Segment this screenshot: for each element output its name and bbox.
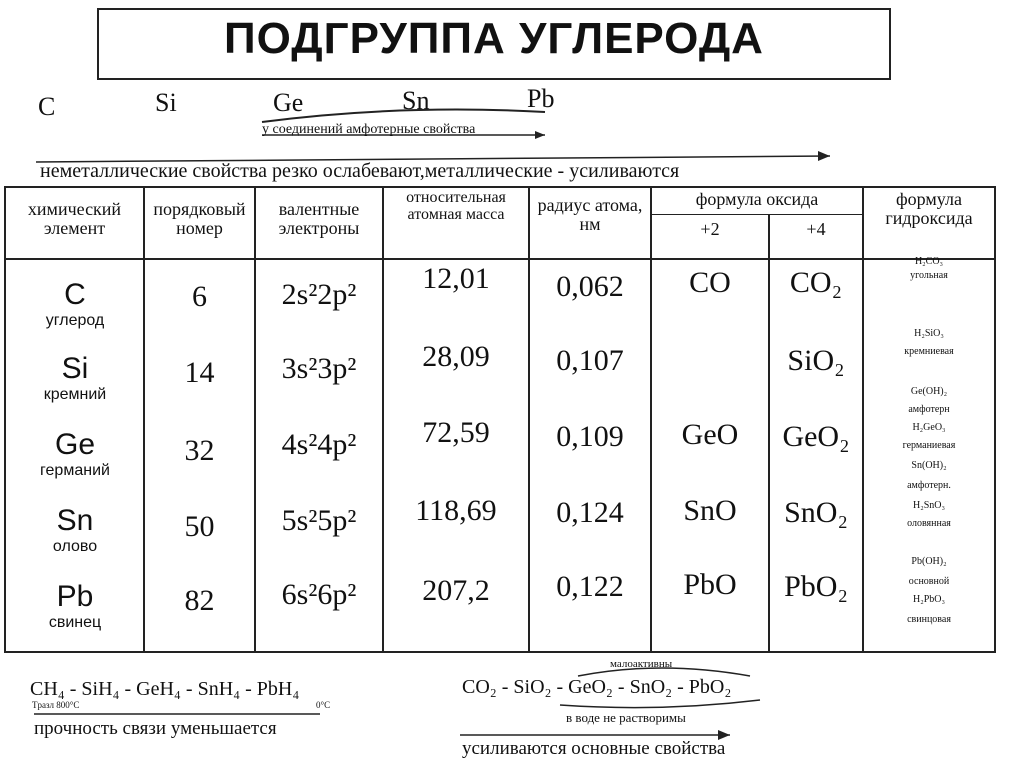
element-name: свинец bbox=[48, 614, 102, 631]
page-title: ПОДГРУППА УГЛЕРОДА bbox=[224, 14, 764, 63]
hydroxide-name: оловянная bbox=[907, 518, 951, 529]
atomic-mass: 28,09 bbox=[422, 340, 490, 373]
amphoteric-note: у соединений амфотерные свойства bbox=[262, 122, 476, 137]
series-element: C bbox=[38, 92, 56, 121]
hydroxide-name: основной bbox=[908, 576, 950, 587]
valence-electrons: 2s²2p² bbox=[281, 278, 357, 311]
trend-note: неметаллические свойства резко ослабевают,металлические - усиливаются bbox=[40, 160, 680, 182]
oxide-4: GeO₂ bbox=[782, 420, 850, 453]
element-name: кремний bbox=[43, 386, 107, 403]
hydride-left-note: Tразл 800°C bbox=[32, 700, 80, 710]
hydroxide-name: угольная bbox=[910, 270, 948, 281]
oxide-4: CO₂ bbox=[789, 266, 843, 299]
hydride-series: CH₄ - SiH₄ - GeH₄ - SnH₄ - PbH₄ bbox=[30, 678, 300, 700]
oxide-4: SiO₂ bbox=[787, 344, 845, 377]
oxide-2: PbO bbox=[683, 568, 737, 601]
oxide-2: GeO bbox=[681, 418, 739, 451]
atomic-mass: 118,69 bbox=[415, 494, 497, 527]
atomic-radius: 0,107 bbox=[556, 344, 624, 377]
hydroxide-formula: H₂PbO₃ bbox=[913, 594, 945, 605]
hydroxide-formula: H₂CO₃ bbox=[914, 256, 944, 267]
atomic-number: 14 bbox=[184, 356, 215, 389]
header-number: порядковый номер bbox=[153, 199, 246, 238]
low-activity-note: малоактивны bbox=[610, 658, 673, 670]
bond-strength-note: прочность связи уменьшается bbox=[34, 718, 277, 739]
atomic-mass: 72,59 bbox=[422, 416, 490, 449]
oxide-2: SnO bbox=[683, 494, 737, 527]
atomic-mass: 207,2 bbox=[422, 574, 490, 607]
header-valence: валентные электроны bbox=[278, 199, 360, 238]
hydroxide-name: свинцовая bbox=[907, 614, 951, 625]
atomic-radius: 0,109 bbox=[556, 420, 624, 453]
series-element: Ge bbox=[273, 88, 304, 117]
header-hydroxide: формула гидроксида bbox=[885, 189, 973, 228]
valence-electrons: 4s²4p² bbox=[281, 428, 357, 461]
header-ox2: +2 bbox=[700, 219, 720, 239]
atomic-number: 6 bbox=[192, 280, 207, 313]
atomic-radius: 0,062 bbox=[556, 270, 624, 303]
hydroxide-name: амфотерн bbox=[908, 404, 950, 415]
atomic-number: 32 bbox=[184, 434, 215, 467]
atomic-radius: 0,122 bbox=[556, 570, 624, 603]
hydroxide-name: кремниевая bbox=[904, 346, 954, 357]
element-symbol: Si bbox=[61, 352, 89, 385]
hydroxide-formula: H₂SnO₃ bbox=[913, 500, 945, 511]
element-name: германий bbox=[40, 462, 110, 479]
header-radius: радиус атома, нм bbox=[537, 195, 643, 234]
oxide-4: SnO₂ bbox=[784, 496, 848, 529]
series-element: Sn bbox=[402, 86, 430, 115]
element-symbol: Ge bbox=[54, 428, 96, 461]
hydroxide-formula: Pb(OH)₂ bbox=[911, 556, 947, 567]
element-name: углерод bbox=[45, 312, 105, 329]
atomic-radius: 0,124 bbox=[556, 496, 624, 529]
valence-electrons: 3s²3p² bbox=[281, 352, 357, 385]
header-element: химический элемент bbox=[27, 199, 122, 238]
header-oxide: формула оксида bbox=[695, 189, 819, 209]
header-ox4: +4 bbox=[806, 219, 826, 239]
header-mass: относительная атомная масса bbox=[406, 189, 506, 223]
atomic-number: 50 bbox=[184, 510, 215, 543]
series-element: Si bbox=[155, 88, 177, 117]
hydroxide-name: германиевая bbox=[902, 440, 956, 451]
element-symbol: C bbox=[64, 278, 86, 311]
valence-electrons: 6s²6p² bbox=[281, 578, 357, 611]
insoluble-note: в воде не растворимы bbox=[566, 710, 686, 725]
basic-properties-note: усиливаются основные свойства bbox=[462, 738, 726, 759]
oxide-series: CO₂ - SiO₂ - GeO₂ - SnO₂ - PbO₂ bbox=[462, 676, 732, 698]
valence-electrons: 5s²5p² bbox=[281, 504, 357, 537]
hydroxide-formula: H₂GeO₃ bbox=[912, 422, 946, 433]
hydroxide-formula: Sn(OH)₂ bbox=[911, 460, 947, 471]
element-symbol: Pb bbox=[56, 580, 94, 613]
oxide-2: CO bbox=[689, 266, 731, 299]
oxide-4: PbO₂ bbox=[784, 570, 848, 603]
series-element: Pb bbox=[527, 84, 555, 113]
hydroxide-formula: H₂SiO₃ bbox=[914, 328, 944, 339]
hydroxide-formula: Ge(OH)₂ bbox=[910, 386, 948, 397]
element-symbol: Sn bbox=[56, 504, 94, 537]
hydroxide-name: амфотерн. bbox=[907, 480, 951, 491]
atomic-number: 82 bbox=[184, 584, 215, 617]
atomic-mass: 12,01 bbox=[422, 262, 490, 295]
hydride-right-note: 0°C bbox=[316, 700, 331, 710]
element-name: олово bbox=[52, 538, 98, 555]
